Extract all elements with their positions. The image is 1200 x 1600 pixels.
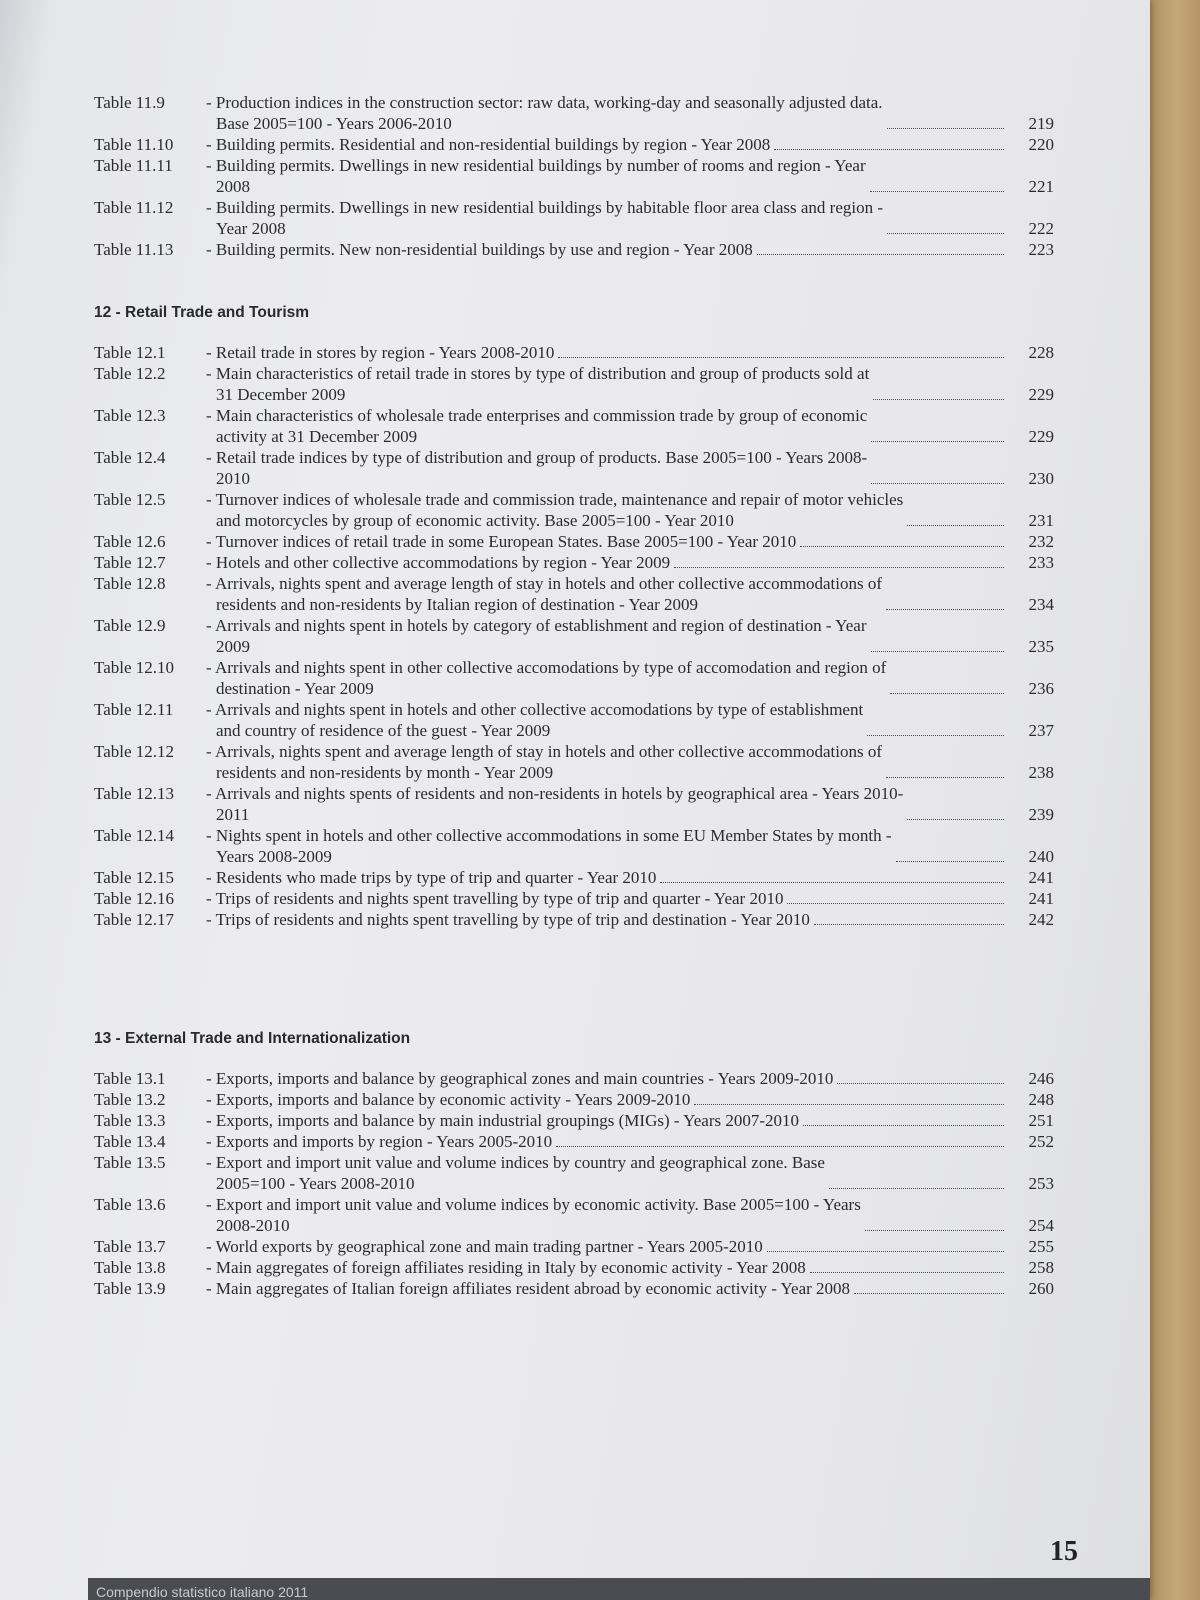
table-title: - Retail trade indices by type of distribution and group of products. Base 2005=100 - Years 2008- [206, 448, 868, 467]
entry-body [206, 363, 1054, 405]
dot-leader [854, 1293, 1004, 1294]
table-title: - Retail trade in stores by region - Years 2008-2010 [206, 343, 555, 362]
table-number: Table 13.9 [94, 1279, 166, 1298]
entry-text [206, 1236, 763, 1257]
table-title-continuation: Year 2008 [216, 219, 286, 238]
table-title: - Arrivals and nights spent in hotels by category of establishment and region of destination - Year [206, 616, 867, 635]
toc-entry [94, 825, 1054, 867]
toc-entry [94, 909, 1054, 930]
table-title-continuation: residents and non-residents by month - Year 2009 [216, 763, 554, 782]
entry-text [206, 92, 883, 134]
table-title: - Production indices in the construction sector: raw data, working-day and seasonally adjusted data. [206, 93, 883, 112]
page-ref: 240 [1028, 847, 1054, 866]
table-title: - Building permits. Residential and non-residential buildings by region - Year 2008 [206, 135, 771, 154]
page-ref: 231 [1028, 511, 1054, 530]
table-title-continuation: 2008-2010 [216, 1216, 290, 1235]
dot-leader [871, 441, 1004, 442]
table-number: Table 12.9 [94, 616, 166, 635]
entry-text [206, 867, 656, 888]
table-title: - Trips of residents and nights spent travelling by type of trip and quarter - Year 2010 [206, 889, 784, 908]
table-number: Table 12.8 [94, 574, 166, 593]
table-number: Table 11.13 [94, 240, 174, 259]
dot-leader [907, 819, 1004, 820]
dot-leader [867, 735, 1004, 736]
table-title: - Main characteristics of retail trade in stores by type of distribution and group of products sold at [206, 364, 870, 383]
table-number: Table 13.2 [94, 1090, 166, 1109]
dot-leader [896, 861, 1004, 862]
toc-entry [94, 1110, 1054, 1131]
dot-leader [803, 1125, 1004, 1126]
table-title: - Hotels and other collective accommodations by region - Year 2009 [206, 553, 671, 572]
page-ref: 237 [1028, 721, 1054, 740]
page-ref: 241 [1028, 868, 1054, 887]
toc-entry [94, 552, 1054, 573]
table-number: Table 12.13 [94, 784, 175, 803]
table-number: Table 11.12 [94, 198, 174, 217]
entry-text [206, 342, 554, 363]
table-title-continuation: destination - Year 2009 [216, 679, 374, 698]
table-title: - Arrivals and nights spent in other collective accomodations by type of accomodation and region of [206, 658, 887, 677]
page-ref: 232 [1028, 532, 1054, 551]
page-ref: 255 [1028, 1237, 1054, 1256]
section-title: 13 - External Trade and Internationalization [94, 1030, 411, 1047]
page-ref: 253 [1028, 1174, 1054, 1193]
entry-body [206, 1278, 1054, 1299]
table-title: - Exports, imports and balance by geographical zones and main countries - Years 2009-2010 [206, 1069, 834, 1088]
table-title: - Main aggregates of Italian foreign affiliates resident abroad by economic activity - Year 2008 [206, 1279, 851, 1298]
entry-text [206, 657, 886, 699]
dot-leader [870, 191, 1004, 192]
entry-body [206, 657, 1054, 699]
page-ref: 223 [1028, 240, 1054, 259]
entry-body [206, 615, 1054, 657]
table-title-continuation: and motorcycles by group of economic activity. Base 2005=100 - Year 2010 [216, 511, 734, 530]
page-ref: 246 [1028, 1069, 1054, 1088]
dot-leader [787, 903, 1004, 904]
page-ref: 236 [1028, 679, 1054, 698]
page-ref: 222 [1028, 219, 1054, 238]
table-number: Table 12.5 [94, 490, 166, 509]
page-ref: 251 [1028, 1111, 1054, 1130]
entry-text [206, 909, 810, 930]
table-number: Table 12.17 [94, 910, 175, 929]
entry-text [206, 1257, 806, 1278]
dot-leader [886, 777, 1004, 778]
page-ref: 228 [1028, 343, 1054, 362]
dot-leader [837, 1083, 1004, 1084]
dot-leader [800, 546, 1004, 547]
entry-body [206, 405, 1054, 447]
table-number: Table 13.4 [94, 1132, 166, 1151]
dot-leader [558, 357, 1004, 358]
entry-text [206, 363, 869, 405]
page-ref: 241 [1028, 889, 1054, 908]
entry-text [206, 888, 783, 909]
toc-entry [94, 1278, 1054, 1299]
toc-entry [94, 615, 1054, 657]
table-title: - Residents who made trips by type of trip and quarter - Year 2010 [206, 868, 657, 887]
entry-text [206, 134, 770, 155]
table-title: - Main characteristics of wholesale trade enterprises and commission trade by group of economic [206, 406, 868, 425]
toc-entry [94, 1194, 1054, 1236]
entry-text [206, 552, 670, 573]
table-title: - Building permits. Dwellings in new residential buildings by number of rooms and region - Year [206, 156, 866, 175]
entry-body [206, 155, 1054, 197]
table-title: - Export and import unit value and volume indices by economic activity. Base 2005=100 - Years [206, 1195, 861, 1214]
dot-leader [674, 567, 1004, 568]
table-number: Table 11.11 [94, 156, 173, 175]
section-title: 12 - Retail Trade and Tourism [94, 304, 310, 321]
entry-text [206, 741, 882, 783]
dot-leader [873, 399, 1004, 400]
page-number: 15 [1050, 1536, 1078, 1567]
toc-section [94, 92, 1054, 260]
entry-body [206, 909, 1054, 930]
table-title: - Exports, imports and balance by economic activity - Years 2009-2010 [206, 1090, 691, 1109]
entry-text [206, 825, 892, 867]
toc-entry [94, 155, 1054, 197]
entry-body [206, 1257, 1054, 1278]
entry-body [206, 888, 1054, 909]
toc-entry [94, 342, 1054, 363]
table-number: Table 13.8 [94, 1258, 166, 1277]
table-title-continuation: Base 2005=100 - Years 2006-2010 [216, 114, 452, 133]
dot-leader [774, 149, 1004, 150]
page-ref: 229 [1028, 385, 1054, 404]
page-ref: 248 [1028, 1090, 1054, 1109]
entry-text [206, 405, 867, 447]
table-title: - Main aggregates of foreign affiliates residing in Italy by economic activity - Year 2008 [206, 1258, 806, 1277]
entry-text [206, 1194, 861, 1236]
toc-entry [94, 197, 1054, 239]
entry-body [206, 573, 1054, 615]
table-of-contents [94, 92, 1054, 1299]
entry-body [206, 1089, 1054, 1110]
toc-entry [94, 1152, 1054, 1194]
table-title-continuation: and country of residence of the guest - Year 2009 [216, 721, 551, 740]
table-title: - Export and import unit value and volume indices by country and geographical zone. Base [206, 1153, 825, 1172]
dot-leader [886, 609, 1004, 610]
entry-text [206, 1068, 833, 1089]
toc-entry [94, 531, 1054, 552]
table-title: - Turnover indices of retail trade in some European States. Base 2005=100 - Year 2010 [206, 532, 797, 551]
dot-leader [887, 128, 1004, 129]
toc-entry [94, 699, 1054, 741]
page-ref: 239 [1028, 805, 1054, 824]
table-title-continuation: 2008 [216, 177, 250, 196]
table-title: - Arrivals, nights spent and average length of stay in hotels and other collective accommodations of [206, 574, 883, 593]
table-number: Table 11.10 [94, 135, 174, 154]
entry-body [206, 239, 1054, 260]
table-title: - Arrivals and nights spent in hotels and other collective accomodations by type of establishment [206, 700, 864, 719]
entry-body [206, 867, 1054, 888]
toc-entry [94, 783, 1054, 825]
entry-text [206, 1089, 690, 1110]
table-title: - World exports by geographical zone and main trading partner - Years 2005-2010 [206, 1237, 763, 1256]
toc-entry [94, 1236, 1054, 1257]
table-number: Table 12.16 [94, 889, 175, 908]
entry-body [206, 1068, 1054, 1089]
footer-title: Compendio statistico italiano 2011 [96, 1584, 309, 1600]
dot-leader [814, 924, 1004, 925]
dot-leader [865, 1230, 1004, 1231]
entry-text [206, 573, 882, 615]
page-ref: 233 [1028, 553, 1054, 572]
page-ref: 230 [1028, 469, 1054, 488]
entry-body [206, 531, 1054, 552]
entry-text [206, 783, 903, 825]
entry-text [206, 531, 796, 552]
table-title-continuation: 2010 [216, 469, 250, 488]
table-number: Table 12.2 [94, 364, 166, 383]
dot-leader [907, 525, 1004, 526]
toc-entry [94, 657, 1054, 699]
toc-entry [94, 1089, 1054, 1110]
table-title: - Nights spent in hotels and other collective accommodations in some EU Member States by month - [206, 826, 892, 845]
toc-entry [94, 92, 1054, 134]
table-number: Table 12.6 [94, 532, 166, 551]
entry-text [206, 447, 867, 489]
page-ref: 252 [1028, 1132, 1054, 1151]
entry-body [206, 1131, 1054, 1152]
table-title-continuation: 2011 [216, 805, 250, 824]
table-number: Table 12.4 [94, 448, 166, 467]
entry-body [206, 741, 1054, 783]
table-title-continuation: 2005=100 - Years 2008-2010 [216, 1174, 415, 1193]
dot-leader [694, 1104, 1004, 1105]
page-ref: 242 [1028, 910, 1054, 929]
toc-entry [94, 405, 1054, 447]
dot-leader [810, 1272, 1004, 1273]
toc-entry [94, 867, 1054, 888]
entry-body [206, 342, 1054, 363]
page-ref: 221 [1028, 177, 1054, 196]
dot-leader [660, 882, 1004, 883]
table-title: - Arrivals and nights spents of residents and non-residents in hotels by geographical area - Years 2010- [206, 784, 904, 803]
page-ref: 260 [1028, 1279, 1054, 1298]
table-title-continuation: residents and non-residents by Italian region of destination - Year 2009 [216, 595, 699, 614]
table-number: Table 12.11 [94, 700, 174, 719]
entry-body [206, 134, 1054, 155]
entry-body [206, 1152, 1054, 1194]
dot-leader [887, 233, 1004, 234]
dot-leader [871, 651, 1004, 652]
toc-entry [94, 239, 1054, 260]
page-ref: 220 [1028, 135, 1054, 154]
toc-entry [94, 888, 1054, 909]
table-number: Table 12.10 [94, 658, 175, 677]
page-ref: 219 [1028, 114, 1054, 133]
page-ref: 229 [1028, 427, 1054, 446]
entry-body [206, 1110, 1054, 1131]
toc-entry [94, 741, 1054, 783]
dot-leader [767, 1251, 1004, 1252]
dot-leader [829, 1188, 1004, 1189]
table-number: Table 13.7 [94, 1237, 166, 1256]
table-number: Table 13.5 [94, 1153, 166, 1172]
table-title: - Turnover indices of wholesale trade and commission trade, maintenance and repair of motor vehicles [206, 490, 904, 509]
table-number: Table 12.12 [94, 742, 175, 761]
toc-section [94, 1030, 1054, 1299]
entry-body [206, 92, 1054, 134]
toc-entry [94, 363, 1054, 405]
toc-entries [94, 92, 1054, 260]
entry-body [206, 489, 1054, 531]
table-title: - Exports, imports and balance by main industrial groupings (MIGs) - Years 2007-2010 [206, 1111, 800, 1130]
table-number: Table 12.3 [94, 406, 166, 425]
table-number: Table 12.14 [94, 826, 175, 845]
toc-entry [94, 573, 1054, 615]
entry-text [206, 1278, 850, 1299]
table-number: Table 13.6 [94, 1195, 166, 1214]
entry-text [206, 615, 867, 657]
toc-entry [94, 1257, 1054, 1278]
table-number: Table 13.1 [94, 1069, 166, 1088]
dot-leader [556, 1146, 1004, 1147]
table-title: - Trips of residents and nights spent travelling by type of trip and destination - Year 2010 [206, 910, 810, 929]
entry-body [206, 1194, 1054, 1236]
toc-section [94, 304, 1054, 930]
entry-body [206, 1236, 1054, 1257]
page-ref: 254 [1028, 1216, 1054, 1235]
entry-body [206, 197, 1054, 239]
entry-text [206, 1131, 552, 1152]
entry-text [206, 699, 863, 741]
toc-entry [94, 134, 1054, 155]
entry-text [206, 489, 903, 531]
toc-entries [94, 1068, 1054, 1299]
page-ref: 238 [1028, 763, 1054, 782]
table-title-continuation: Years 2008-2009 [216, 847, 332, 866]
dot-leader [871, 483, 1004, 484]
entry-body [206, 825, 1054, 867]
table-title-continuation: activity at 31 December 2009 [216, 427, 418, 446]
table-number: Table 12.7 [94, 553, 166, 572]
table-number: Table 11.9 [94, 93, 165, 112]
dot-leader [757, 254, 1004, 255]
toc-entry [94, 489, 1054, 531]
toc-entry [94, 1068, 1054, 1089]
toc-entry [94, 1131, 1054, 1152]
table-title: - Exports and imports by region - Years 2005-2010 [206, 1132, 553, 1151]
page-ref: 235 [1028, 637, 1054, 656]
entry-text [206, 1152, 825, 1194]
table-title: - Building permits. Dwellings in new residential buildings by habitable floor area class and region - [206, 198, 884, 217]
entry-text [206, 197, 883, 239]
table-number: Table 12.1 [94, 343, 166, 362]
toc-entries [94, 342, 1054, 930]
page-ref: 258 [1028, 1258, 1054, 1277]
entry-body [206, 552, 1054, 573]
page-ref: 234 [1028, 595, 1054, 614]
toc-entry [94, 447, 1054, 489]
table-title-continuation: 2009 [216, 637, 250, 656]
table-title: - Arrivals, nights spent and average length of stay in hotels and other collective accommodations of [206, 742, 883, 761]
entry-body [206, 783, 1054, 825]
table-title: - Building permits. New non-residential buildings by use and region - Year 2008 [206, 240, 753, 259]
entry-body [206, 447, 1054, 489]
table-title-continuation: 31 December 2009 [216, 385, 346, 404]
table-number: Table 12.15 [94, 868, 175, 887]
dot-leader [890, 693, 1004, 694]
entry-text [206, 239, 753, 260]
entry-text [206, 155, 866, 197]
table-number: Table 13.3 [94, 1111, 166, 1130]
entry-body [206, 699, 1054, 741]
entry-text [206, 1110, 799, 1131]
